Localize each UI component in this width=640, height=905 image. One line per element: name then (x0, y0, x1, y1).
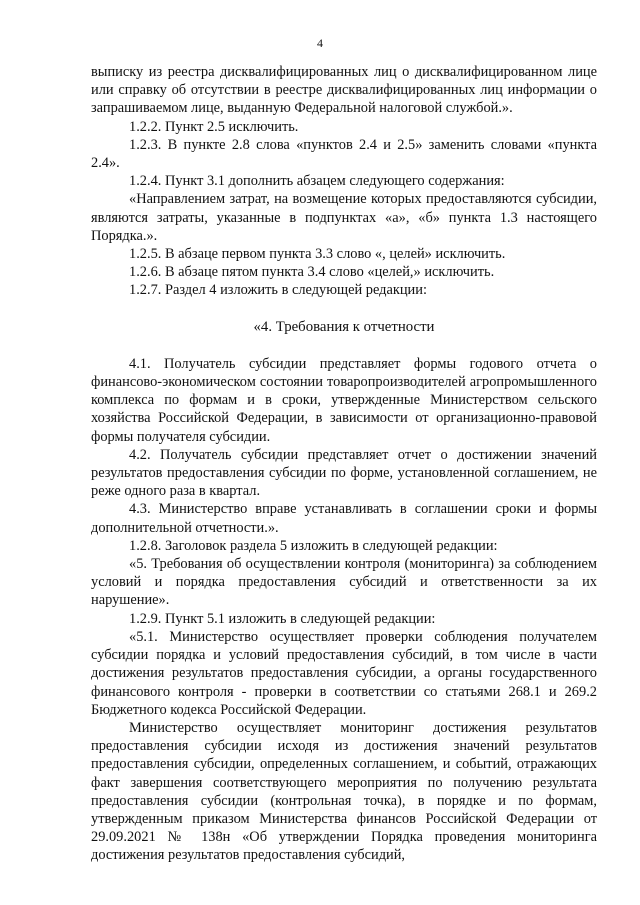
paragraph: 1.2.6. В абзаце пятом пункта 3.4 слово «целей,» исключить. (129, 264, 495, 281)
paragraph: 1.2.9. Пункт 5.1 изложить в следующей редакции: (129, 610, 436, 627)
paragraph: 1.2.3. В пункте 2.8 слова «пунктов 2.4 и 2.5» заменить словами «пункта 2.4». (91, 136, 597, 172)
section-heading: «4. Требования к отчетности (253, 318, 435, 335)
paragraph: 4.3. Министерство вправе устанавливать в соглашении сроки и формы дополнительной отчетности.». (91, 501, 597, 536)
paragraph: 1.2.4. Пункт 3.1 дополнить абзацем следующего содержания: (129, 173, 505, 190)
paragraph: выписку из реестра дисквалифицированных лиц о дисквалифицированном лице или справку об отсутствии в реестре дисквалифицированных лиц информации о запрашиваемом лице, выданную Федеральной налоговой службой.». (91, 64, 597, 117)
paragraph: 1.2.7. Раздел 4 изложить в следующей редакции: (129, 282, 427, 299)
paragraph: «5.1. Министерство осуществляет проверки соблюдения получателем субсидии порядка и условий предоставления субсидий, в том числе в части достижения результатов предоставления субсидии, а органы государственного финансового контроля - проверки в соответствии со статьями 268.1 и 269.2 Бюджетного кодекса Российской Федерации. (91, 628, 597, 718)
paragraph: 1.2.8. Заголовок раздела 5 изложить в следующей редакции: (129, 537, 498, 554)
paragraph: «Направлением затрат, на возмещение которых предоставляются субсидии, являются затраты, указанные в подпунктах «а», «б» пункта 1.3 настоящего Порядка.». (91, 191, 597, 244)
document-body (91, 63, 597, 865)
paragraph: 1.2.5. В абзаце первом пункта 3.3 слово «, целей» исключить. (129, 246, 506, 263)
paragraph: 4.2. Получатель субсидии представляет отчет о достижении значений результатов предоставления субсидии по форме, установленной соглашением, не реже одного раза в квартал. (91, 446, 597, 500)
paragraph: 4.1. Получатель субсидии представляет формы годового отчета о финансово-экономическом состоянии товаропроизводителей агропромышленного комплекса по формам и в сроки, утвержденные Министерством сельского хозяйства Российской Федерации, в зависимости от организационно-правовой формы получателя субсидии. (91, 355, 597, 445)
paragraph: «5. Требования об осуществлении контроля (мониторинга) за соблюдением условий и порядка предоставления субсидий и ответственности за их нарушение». (91, 556, 597, 609)
paragraph: Министерство осуществляет мониторинг достижения результатов предоставления субсидии исходя из достижения значений результатов предоставления субсидии, определенных соглашением, и событий, отражающих факт завершения соответствующего мероприятия по получению результата предоставления субсидии (контрольная точка), в порядке и по формам, утвержденным приказом Министерства финансов Российской Федерации от 29.09.2021 № 138н «Об утверждении Порядка проведения мониторинга достижения результатов предоставления субсидий, (91, 719, 597, 864)
paragraph: 1.2.2. Пункт 2.5 исключить. (129, 118, 299, 135)
page-number: 4 (317, 36, 323, 50)
